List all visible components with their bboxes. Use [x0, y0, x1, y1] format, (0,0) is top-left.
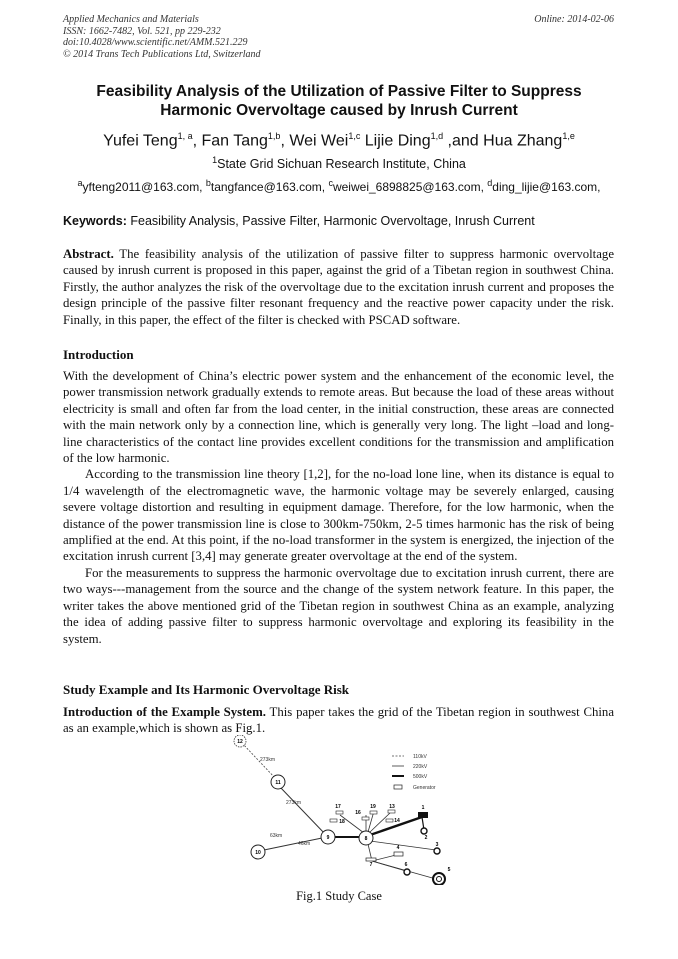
email-sup: c [328, 178, 333, 188]
legend-110kv: 110kV [413, 754, 427, 760]
journal-header [63, 14, 261, 60]
legend-220kv: 220kV [413, 764, 428, 770]
email-sup: a [77, 178, 83, 188]
email-list [40, 178, 638, 194]
abstract [63, 246, 614, 328]
author-sep: ,and [443, 132, 484, 150]
introduction-body [63, 368, 614, 647]
introduction-heading: Introduction [63, 347, 134, 362]
email: yfteng2011@163.com, [82, 180, 206, 194]
intro-paragraph-3: For the measurements to suppress the harmonic overvoltage due to excitation inrush current, there are two ways---management from the source and the change of the system network feature. In this paper, the writer takes the above mentioned grid of the Tibetan region in southwest China as an example, analyzing the idea of adding passive filter to suppress harmonic overvoltage and exploring its feasibility in the system. [63, 565, 614, 646]
node-2 [421, 828, 427, 834]
author-name: Yufei Teng [103, 132, 178, 150]
title-line-2: Harmonic Overvoltage caused by Inrush Current [160, 102, 518, 119]
node-label-11: 11 [275, 780, 281, 786]
study-heading: Study Example and Its Harmonic Overvoltage Risk [63, 682, 350, 697]
intro-paragraph-2: According to the transmission line theory [1,2], for the no-load lone line, when its distance is equal to 1/4 wavelength of the electromagnetic wave, the harmonic voltage may be severely enlarged, causing severe voltage distortion and resulting in equipment damage. Therefore, for the low harmonic, when the distance of the power transmission line is close to 300km-750km, 2-5 times harmonic has the risk of being amplified at the end. At this point, if the no-load transformer in the system is energized, the injection of the excitation inrush current [3,4] may generate greater overvoltage at the end of the system. [63, 467, 614, 564]
distance-label: 63km [270, 833, 283, 839]
node-4-box [394, 852, 403, 856]
line-8-3 [370, 841, 436, 850]
online-date: Online: 2014-02-06 [534, 14, 614, 25]
author-name: Lijie Ding [364, 132, 431, 150]
node-5-inner [437, 877, 442, 882]
affiliation [40, 155, 638, 171]
author-sup: 1,b [267, 131, 281, 141]
author-sup: 1,d [430, 131, 444, 141]
node-18-box [330, 819, 337, 822]
line-11-9 [280, 787, 326, 835]
study-text: This paper takes the grid of the Tibetan region in southwest China as an example,which is shown as Fig.1. [63, 705, 615, 736]
node-14-box [386, 819, 393, 822]
legend-generator-symbol [394, 785, 402, 789]
node-label-19: 19 [370, 804, 376, 810]
node-label-1: 1 [421, 805, 425, 811]
node-label-3: 3 [435, 842, 439, 848]
author-sep: , [192, 132, 202, 150]
affiliation-sup: 1 [212, 155, 218, 165]
keywords [63, 214, 623, 228]
distance-label: 46km [298, 841, 311, 847]
distance-label: 273km [260, 757, 276, 763]
email-sup: b [205, 178, 211, 188]
author-sup: 1,e [562, 131, 575, 141]
study-case-diagram [230, 735, 470, 885]
study-sub-label: Introduction of the Example System. [63, 705, 266, 719]
author-name: Wei Wei [289, 132, 349, 150]
node-6 [404, 869, 410, 875]
affiliation-text: State Grid Sichuan Research Institute, China [217, 157, 466, 172]
figure-caption: Fig.1 Study Case [296, 889, 382, 903]
email: ding_lijie@163.com, [492, 180, 601, 194]
doi: doi:10.4028/www.scientific.net/AMM.521.229 [63, 37, 248, 48]
node-label-12: 12 [237, 739, 243, 745]
legend-generator: Generator [413, 785, 436, 791]
author-list [20, 131, 658, 150]
author-name: Fan Tang [201, 132, 268, 150]
node-label-18: 18 [339, 819, 345, 825]
abstract-label: Abstract. [63, 247, 114, 261]
journal-name: Applied Mechanics and Materials [63, 14, 199, 25]
author-sep: , [280, 132, 290, 150]
node-13-box [388, 810, 395, 813]
node-label-14: 14 [394, 818, 400, 824]
author-sup: 1,c [348, 131, 361, 141]
paper-title [40, 82, 638, 120]
keywords-label: Keywords: [63, 214, 127, 228]
author-sup: 1, a [177, 131, 193, 141]
node-19-box [370, 811, 377, 814]
email: tangfance@163.com, [210, 180, 329, 194]
node-label-16: 16 [355, 810, 361, 816]
intro-paragraph-1: With the development of China’s electric power system and the enhancement of the economic level, the power transmission network gradually extends to remote areas. But because the load of these areas without electricity is small and often far from the load center, in the initial construction, these areas are connected with the main network only by a connection line, which is generally very long. The light –load and long-line characteristics of the contact line provides excellent conditions for the transmission and amplification of the low harmonic. [63, 369, 614, 466]
node-7-box [366, 858, 376, 861]
node-label-13: 13 [389, 804, 395, 810]
distance-label: 273km [286, 800, 302, 806]
line-10-9 [264, 838, 322, 850]
node-17-box [336, 811, 343, 814]
node-label-4: 4 [396, 845, 400, 851]
node-16-box [362, 817, 369, 820]
email: weiwei_6898825@163.com, [332, 180, 488, 194]
node-label-10: 10 [255, 850, 261, 856]
study-body [63, 704, 614, 737]
title-line-1: Feasibility Analysis of the Utilization of Passive Filter to Suppress [96, 83, 582, 100]
legend-500kv: 500kV [413, 774, 428, 780]
node-label-8: 8 [364, 836, 368, 842]
node-3-small [434, 848, 440, 854]
node-1-generator [418, 812, 428, 818]
node-label-2: 2 [424, 835, 428, 841]
author-name: Hua Zhang [483, 132, 563, 150]
node-label-17: 17 [335, 804, 341, 810]
copyright: © 2014 Trans Tech Publications Ltd, Switzerland [63, 48, 261, 60]
node-label-5: 5 [447, 867, 451, 873]
abstract-text: The feasibility analysis of the utilization of passive filter to suppress harmonic overvoltage caused by inrush current is proposed in this paper, against the grid of a Tibetan region in southwest China. Firstly, the author analyzes the risk of the overvoltage due to the excitation inrush current and proposes the design principle of the passive filter resonant frequency and the reactive power capacity under the risk. Finally, in this paper, the effect of the filter is checked with PSCAD software. [63, 247, 614, 327]
node-label-6: 6 [404, 862, 408, 868]
issn: ISSN: 1662-7482, Vol. 521, pp 229-232 [63, 25, 221, 37]
email-sup: d [487, 178, 493, 188]
keywords-text: Feasibility Analysis, Passive Filter, Harmonic Overvoltage, Inrush Current [130, 214, 535, 228]
node-label-9: 9 [326, 835, 330, 841]
node-label-7: 7 [369, 862, 373, 868]
